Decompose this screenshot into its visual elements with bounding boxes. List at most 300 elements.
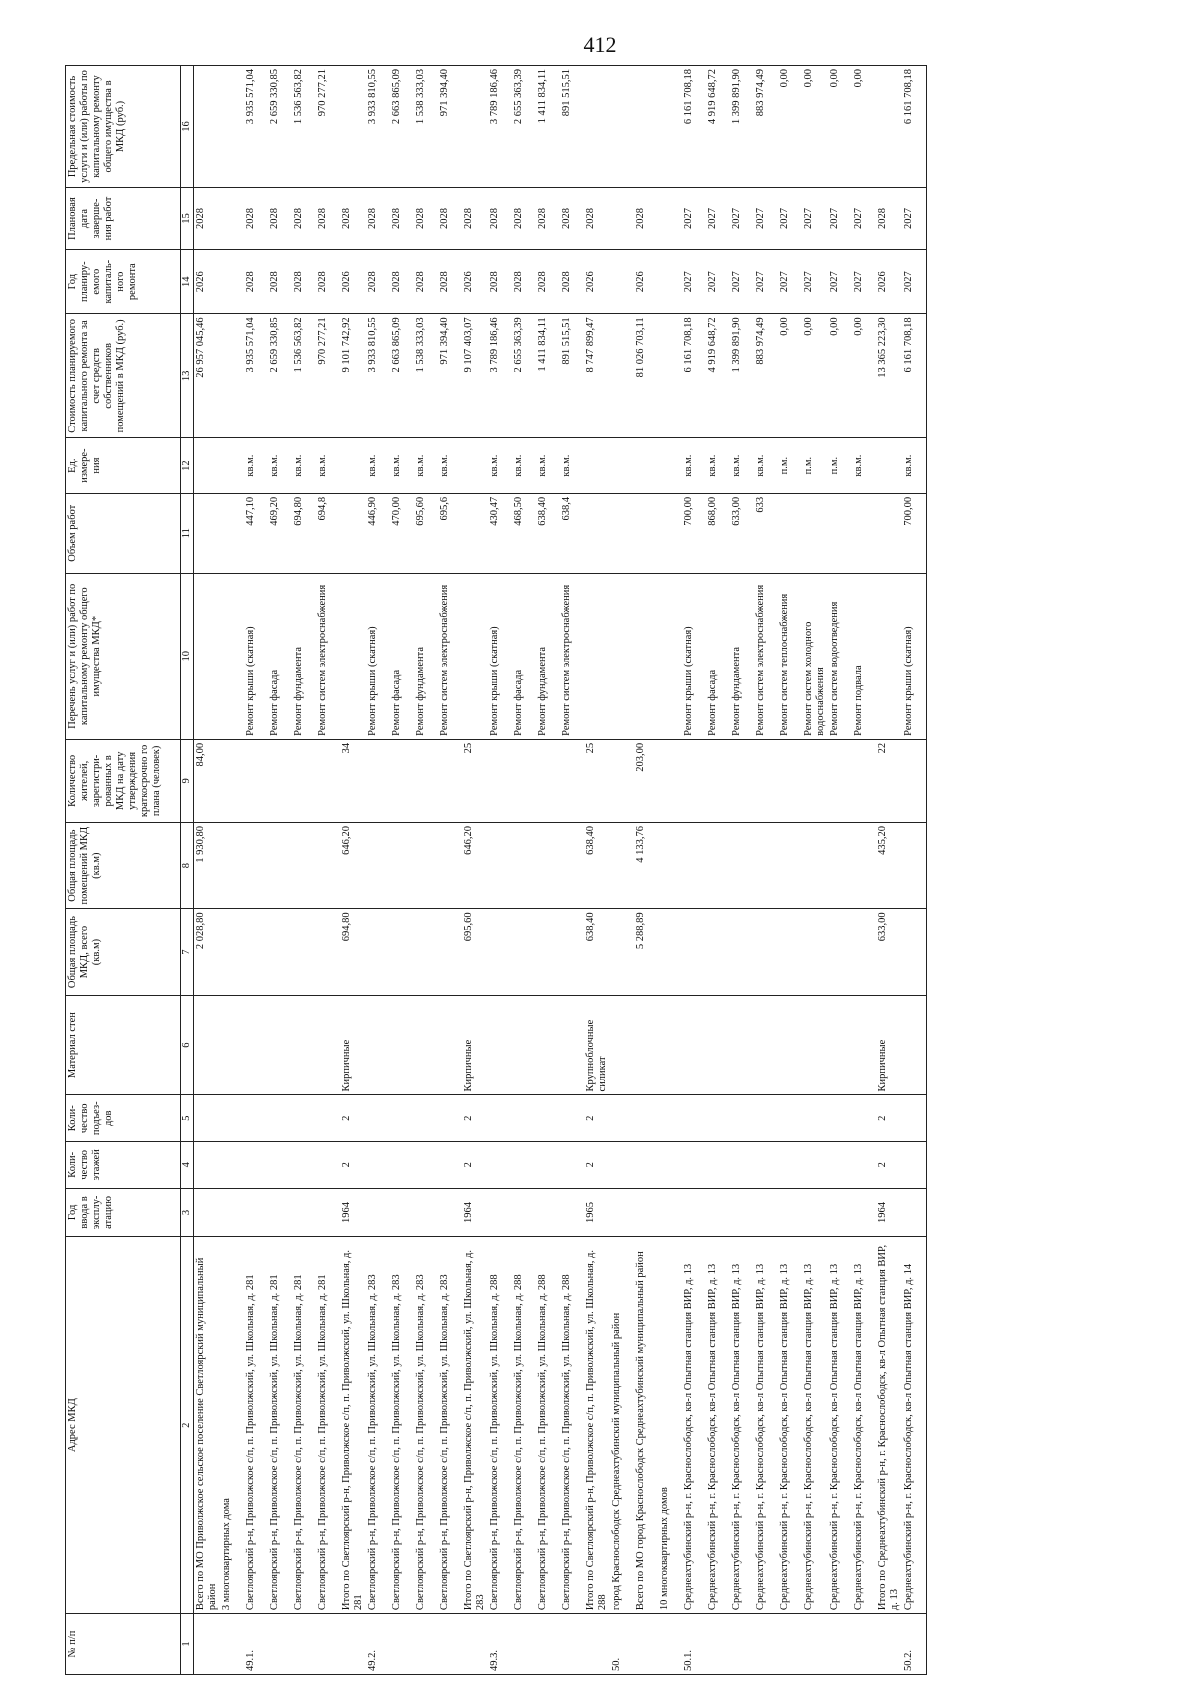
table-row (462, 66, 488, 1675)
column-number: 14 (181, 250, 194, 314)
table-cell: Светлоярский р-н, Приволжское с/п, п. Приволжский, ул. Школьная, д. 283 (438, 1237, 462, 1614)
table-cell (658, 739, 682, 822)
table-cell (340, 573, 366, 739)
table-cell (658, 314, 682, 438)
table-cell (316, 1095, 340, 1142)
table-cell (902, 995, 927, 1095)
table-cell: 2028 (634, 188, 658, 250)
table-cell (268, 1614, 292, 1675)
table-cell: кв.м. (852, 438, 876, 493)
table-cell (390, 1614, 414, 1675)
table-cell (268, 822, 292, 908)
table-cell (876, 1614, 902, 1675)
table-cell (658, 1095, 682, 1142)
table-cell (682, 909, 706, 995)
table-cell: Итого по Светлоярский р-н, Приволжское с/п, п. Приволжский, ул. Школьная, д. 281 (340, 1237, 366, 1614)
table-cell: 81 026 703,11 (634, 314, 658, 438)
table-cell: Светлоярский р-н, Приволжское с/п, п. Приволжский, ул. Школьная, д. 281 (244, 1237, 268, 1614)
table-cell: кв.м. (682, 438, 706, 493)
table-cell: 2028 (488, 250, 512, 314)
table-cell: Ремонт систем электроснабжения (438, 573, 462, 739)
table-cell: 694,80 (292, 493, 316, 573)
table-cell (584, 493, 610, 573)
table-cell: 34 (340, 739, 366, 822)
table-row (902, 66, 927, 1675)
table-cell (462, 573, 488, 739)
table-cell: Итого по Светлоярский р-н, Приволжское с/п, п. Приволжский, ул. Школьная, д. 283 (462, 1237, 488, 1614)
table-cell (560, 822, 584, 908)
table-cell: 22 (876, 739, 902, 822)
table-cell (610, 573, 634, 739)
table-cell: 1 411 834,11 (536, 314, 560, 438)
table-cell (292, 822, 316, 908)
table-cell (194, 493, 221, 573)
table-cell (610, 250, 634, 314)
table-cell: 2028 (560, 188, 584, 250)
table-cell (220, 739, 244, 822)
table-cell (876, 573, 902, 739)
table-cell (292, 1095, 316, 1142)
column-number: 11 (181, 493, 194, 573)
table-cell: 2028 (536, 250, 560, 314)
table-cell (512, 995, 536, 1095)
table-cell: 13 365 223,30 (876, 314, 902, 438)
table-cell: 2026 (462, 250, 488, 314)
table-cell (292, 739, 316, 822)
table-cell: 2027 (754, 250, 778, 314)
table-cell: Всего по МО Приволжское сельское поселение Светлоярский муниципальный район (194, 1237, 221, 1614)
table-cell: 2028 (316, 188, 340, 250)
table-row (802, 66, 828, 1675)
table-cell: Ремонт крыши (скатная) (902, 573, 927, 739)
table-cell: 2028 (390, 188, 414, 250)
table-cell: 2028 (268, 188, 292, 250)
table-cell (292, 1188, 316, 1237)
table-row (536, 66, 560, 1675)
table-cell (828, 493, 852, 573)
table-cell (876, 493, 902, 573)
table-cell: 633,00 (876, 909, 902, 995)
table-cell (268, 909, 292, 995)
table-cell: Ремонт систем холодного водоснабжения (802, 573, 828, 739)
column-number: 16 (181, 66, 194, 188)
table-cell (536, 1614, 560, 1675)
table-cell (902, 909, 927, 995)
table-cell: 638,40 (584, 822, 610, 908)
table-cell: 2028 (292, 188, 316, 250)
table-row (778, 66, 802, 1675)
table-cell: 2027 (852, 188, 876, 250)
table-cell (438, 822, 462, 908)
table-cell: 470,00 (390, 493, 414, 573)
column-number: 8 (181, 822, 194, 908)
table-row (730, 66, 754, 1675)
table-cell (852, 1614, 876, 1675)
table-cell: Ремонт систем водоотведения (828, 573, 852, 739)
table-cell: кв.м. (536, 438, 560, 493)
column-header: Общая площадь МКД, всего (кв.м) (66, 909, 181, 995)
table-cell: 694,8 (316, 493, 340, 573)
table-cell: кв.м. (730, 438, 754, 493)
table-cell: 3 935 571,04 (244, 314, 268, 438)
table-cell (244, 822, 268, 908)
table-cell (220, 1614, 244, 1675)
table-cell: 25 (462, 739, 488, 822)
table-row (828, 66, 852, 1675)
table-cell (560, 1142, 584, 1189)
table-cell: Ремонт систем электроснабжения (560, 573, 584, 739)
table-cell (754, 822, 778, 908)
table-cell: Светлоярский р-н, Приволжское с/п, п. Приволжский, ул. Школьная, д. 281 (292, 1237, 316, 1614)
column-header: Коли-чество этажей (66, 1142, 181, 1189)
table-cell: Ремонт крыши (скатная) (366, 573, 390, 739)
table-row (706, 66, 730, 1675)
table-cell: 868,00 (706, 493, 730, 573)
table-cell: 3 933 810,55 (366, 314, 390, 438)
table-cell: 2 655 363,39 (512, 314, 536, 438)
table-cell: 9 101 742,92 (340, 314, 366, 438)
table-cell: 646,20 (340, 822, 366, 908)
table-cell (560, 1188, 584, 1237)
table-cell: 2 655 363,39 (512, 66, 536, 188)
table-cell (438, 1095, 462, 1142)
table-cell: 2028 (268, 250, 292, 314)
table-cell: Светлоярский р-н, Приволжское с/п, п. Приволжский, ул. Школьная, д. 288 (488, 1237, 512, 1614)
table-cell: 3 789 186,46 (488, 314, 512, 438)
table-cell (462, 1614, 488, 1675)
column-header: Адрес МКД (66, 1237, 181, 1614)
column-number: 1 (181, 1614, 194, 1675)
table-cell (414, 1188, 438, 1237)
table-cell: 203,00 (634, 739, 658, 822)
column-header: Перечень услуг и (или) работ по капитальному ремонту общего имущества МКД* (66, 573, 181, 739)
table-cell (828, 1188, 852, 1237)
table-cell: 638,40 (536, 493, 560, 573)
table-cell: город Краснослободск Среднеахтубинский муниципальный район (610, 1237, 634, 1614)
table-body (194, 66, 927, 1675)
table-cell: Светлоярский р-н, Приволжское с/п, п. Приволжский, ул. Школьная, д. 283 (414, 1237, 438, 1614)
table-cell (316, 909, 340, 995)
table-cell: 700,00 (682, 493, 706, 573)
table-cell: Ремонт фундамента (292, 573, 316, 739)
column-header: Материал стен (66, 995, 181, 1095)
table-cell (512, 909, 536, 995)
table-row (292, 66, 316, 1675)
table-cell (634, 1142, 658, 1189)
table-cell: Ремонт фундамента (536, 573, 560, 739)
table-cell: 0,00 (828, 314, 852, 438)
table-cell: кв.м. (560, 438, 584, 493)
table-cell (584, 1614, 610, 1675)
column-number: 3 (181, 1188, 194, 1237)
table-cell (560, 1095, 584, 1142)
table-cell (610, 66, 634, 188)
table-cell: 435,20 (876, 822, 902, 908)
table-cell (754, 909, 778, 995)
table-cell: 646,20 (462, 822, 488, 908)
table-cell (584, 438, 610, 493)
table-cell: Ремонт фасада (390, 573, 414, 739)
table-cell (682, 995, 706, 1095)
table-cell: 2027 (730, 188, 754, 250)
table-cell (438, 1142, 462, 1189)
table-cell (634, 438, 658, 493)
table-cell (828, 995, 852, 1095)
table-cell: 1964 (876, 1188, 902, 1237)
table-cell: 3 789 186,46 (488, 66, 512, 188)
table-cell: 2028 (340, 188, 366, 250)
table-cell (390, 739, 414, 822)
table-cell (682, 822, 706, 908)
table-row (340, 66, 366, 1675)
table-cell: 469,20 (268, 493, 292, 573)
table-cell (610, 438, 634, 493)
table-cell: 0,00 (802, 314, 828, 438)
table-cell (244, 1142, 268, 1189)
table-cell: Ремонт систем теплоснабжения (778, 573, 802, 739)
table-cell (366, 1095, 390, 1142)
table-cell (244, 995, 268, 1095)
table-cell (488, 822, 512, 908)
table-cell (682, 1188, 706, 1237)
table-cell: Ремонт подвала (852, 573, 876, 739)
table-cell (902, 739, 927, 822)
page-number: 412 (583, 32, 617, 57)
table-cell (194, 66, 221, 188)
table-cell (512, 1188, 536, 1237)
table-cell (706, 739, 730, 822)
table-cell: 970 277,21 (316, 66, 340, 188)
table-cell (706, 1188, 730, 1237)
table-cell: 883 974,49 (754, 66, 778, 188)
table-cell (560, 909, 584, 995)
table-cell: Среднеахтубинский р-н, г. Краснослободск, кв-л Опытная станция ВИР, д. 13 (828, 1237, 852, 1614)
table-cell (852, 995, 876, 1095)
table-cell (802, 822, 828, 908)
table-cell: 1 399 891,90 (730, 314, 754, 438)
table-cell: Ремонт фундамента (730, 573, 754, 739)
table-cell: 2027 (828, 250, 852, 314)
table-cell: 4 919 648,72 (706, 66, 730, 188)
table-cell: Ремонт фасада (268, 573, 292, 739)
table-cell: 49.1. (244, 1614, 268, 1675)
table-cell: 2028 (462, 188, 488, 250)
table-cell (706, 822, 730, 908)
table-cell (778, 1614, 802, 1675)
table-cell: 2027 (730, 250, 754, 314)
table-cell: 2028 (488, 188, 512, 250)
table-cell (610, 1188, 634, 1237)
table-cell: 695,60 (462, 909, 488, 995)
table-cell (488, 909, 512, 995)
table-cell: Светлоярский р-н, Приволжское с/п, п. Приволжский, ул. Школьная, д. 281 (316, 1237, 340, 1614)
table-cell: Среднеахтубинский р-н, г. Краснослободск, кв-л Опытная станция ВИР, д. 13 (682, 1237, 706, 1614)
column-header: Объем работ (66, 493, 181, 573)
table-cell (658, 995, 682, 1095)
column-number: 5 (181, 1095, 194, 1142)
table-row (366, 66, 390, 1675)
table-cell (658, 1142, 682, 1189)
table-cell: 2 (584, 1095, 610, 1142)
table-cell: Кирпичные (876, 995, 902, 1095)
table-cell: 0,00 (852, 314, 876, 438)
table-cell: 50. (610, 1614, 634, 1675)
table-cell (802, 1188, 828, 1237)
table-cell (340, 493, 366, 573)
table-cell: 2 (340, 1095, 366, 1142)
table-cell: 2028 (438, 250, 462, 314)
table-cell (802, 909, 828, 995)
column-header: Год ввода в эксплу-атацию (66, 1188, 181, 1237)
table-cell (682, 1095, 706, 1142)
table-cell (560, 995, 584, 1095)
table-cell (220, 493, 244, 573)
table-cell (244, 1188, 268, 1237)
table-cell (658, 909, 682, 995)
column-number: 4 (181, 1142, 194, 1189)
table-cell: 3 933 810,55 (366, 66, 390, 188)
table-cell (778, 739, 802, 822)
table-cell: 49.3. (488, 1614, 512, 1675)
table-cell (610, 1095, 634, 1142)
table-cell (706, 1614, 730, 1675)
table-cell: кв.м. (292, 438, 316, 493)
table-cell (390, 1142, 414, 1189)
table-cell: Кирпичные (462, 995, 488, 1095)
table-cell: 891 515,51 (560, 314, 584, 438)
table-cell: 468,50 (512, 493, 536, 573)
table-cell (340, 66, 366, 188)
table-cell (244, 1095, 268, 1142)
table-cell: 1964 (340, 1188, 366, 1237)
table-cell: 50.2. (902, 1614, 927, 1675)
table-cell: Светлоярский р-н, Приволжское с/п, п. Приволжский, ул. Школьная, д. 283 (390, 1237, 414, 1614)
table-cell (610, 909, 634, 995)
column-header: Стоимость планируемого капитального ремонта за счет средств собственников помещений в МКД (руб.) (66, 314, 181, 438)
table-cell (610, 995, 634, 1095)
table-cell: Светлоярский р-н, Приволжское с/п, п. Приволжский, ул. Школьная, д. 288 (536, 1237, 560, 1614)
table-cell (902, 1142, 927, 1189)
table-cell (220, 1095, 244, 1142)
table-cell: 0,00 (778, 66, 802, 188)
table-cell (634, 66, 658, 188)
table-cell (268, 1142, 292, 1189)
table-cell: 1 538 333,03 (414, 66, 438, 188)
table-cell: 430,47 (488, 493, 512, 573)
table-row (390, 66, 414, 1675)
table-cell (488, 1095, 512, 1142)
table-cell (754, 1614, 778, 1675)
table-cell (268, 1095, 292, 1142)
table-cell: Светлоярский р-н, Приволжское с/п, п. Приволжский, ул. Школьная, д. 288 (560, 1237, 584, 1614)
table-cell: 2028 (876, 188, 902, 250)
table-cell (876, 66, 902, 188)
rotated-table-sheet (65, 65, 1135, 1675)
table-cell (194, 438, 221, 493)
table-cell (390, 1188, 414, 1237)
table-cell (828, 739, 852, 822)
table-cell (512, 822, 536, 908)
table-cell (828, 1142, 852, 1189)
table-row (438, 66, 462, 1675)
table-cell (438, 739, 462, 822)
column-number: 13 (181, 314, 194, 438)
table-cell: 2027 (828, 188, 852, 250)
table-cell: 2028 (390, 250, 414, 314)
table-cell: 6 161 708,18 (902, 66, 927, 188)
table-cell (610, 493, 634, 573)
table-cell (220, 250, 244, 314)
table-cell (292, 1614, 316, 1675)
table-cell: 2027 (802, 250, 828, 314)
table-cell (512, 739, 536, 822)
table-cell: 2 (340, 1142, 366, 1189)
table-cell: 2028 (438, 188, 462, 250)
table-cell: 695,60 (414, 493, 438, 573)
table-cell: 2028 (366, 188, 390, 250)
column-header: Год планиру-емого капиталь-ного ремонта (66, 250, 181, 314)
table-cell: 638,40 (584, 909, 610, 995)
table-cell: 1 399 891,90 (730, 66, 754, 188)
table-cell: 0,00 (802, 66, 828, 188)
table-cell: 1 411 834,11 (536, 66, 560, 188)
table-cell (828, 1614, 852, 1675)
table-cell: 1 538 333,03 (414, 314, 438, 438)
table-cell: Среднеахтубинский р-н, г. Краснослободск, кв-л Опытная станция ВИР, д. 13 (754, 1237, 778, 1614)
table-cell (634, 1614, 658, 1675)
table-cell (316, 1188, 340, 1237)
table-cell (852, 1095, 876, 1142)
table-cell (220, 66, 244, 188)
table-cell: 2 028,80 (194, 909, 221, 995)
table-cell: 2026 (584, 250, 610, 314)
table-cell: 2028 (414, 188, 438, 250)
table-cell (658, 822, 682, 908)
table-cell: кв.м. (390, 438, 414, 493)
table-cell: 2027 (902, 188, 927, 250)
table-cell (778, 909, 802, 995)
table-cell (366, 909, 390, 995)
table-row (194, 66, 221, 1675)
table-cell (194, 1614, 221, 1675)
table-cell (658, 1188, 682, 1237)
table-cell: 0,00 (852, 66, 876, 188)
table-cell (462, 493, 488, 573)
table-cell: 0,00 (778, 314, 802, 438)
column-number: 9 (181, 739, 194, 822)
table-cell (852, 822, 876, 908)
table-cell: 3 935 571,04 (244, 66, 268, 188)
table-cell: 2028 (536, 188, 560, 250)
table-cell: 1 930,80 (194, 822, 221, 908)
column-header: Ед. измере-ния (66, 438, 181, 493)
table-cell (730, 995, 754, 1095)
table-cell (268, 995, 292, 1095)
table-cell: 2 (462, 1095, 488, 1142)
table-cell: Светлоярский р-н, Приволжское с/п, п. Приволжский, ул. Школьная, д. 281 (268, 1237, 292, 1614)
table-cell (730, 1142, 754, 1189)
table-cell (730, 822, 754, 908)
table-cell (390, 1095, 414, 1142)
table-cell: 26 957 045,46 (194, 314, 221, 438)
table-cell: Кирпичные (340, 995, 366, 1095)
column-number: 15 (181, 188, 194, 250)
table-cell (658, 188, 682, 250)
table-cell: 2027 (682, 250, 706, 314)
table-cell: кв.м. (512, 438, 536, 493)
table-cell (634, 1095, 658, 1142)
table-cell: Ремонт крыши (скатная) (682, 573, 706, 739)
